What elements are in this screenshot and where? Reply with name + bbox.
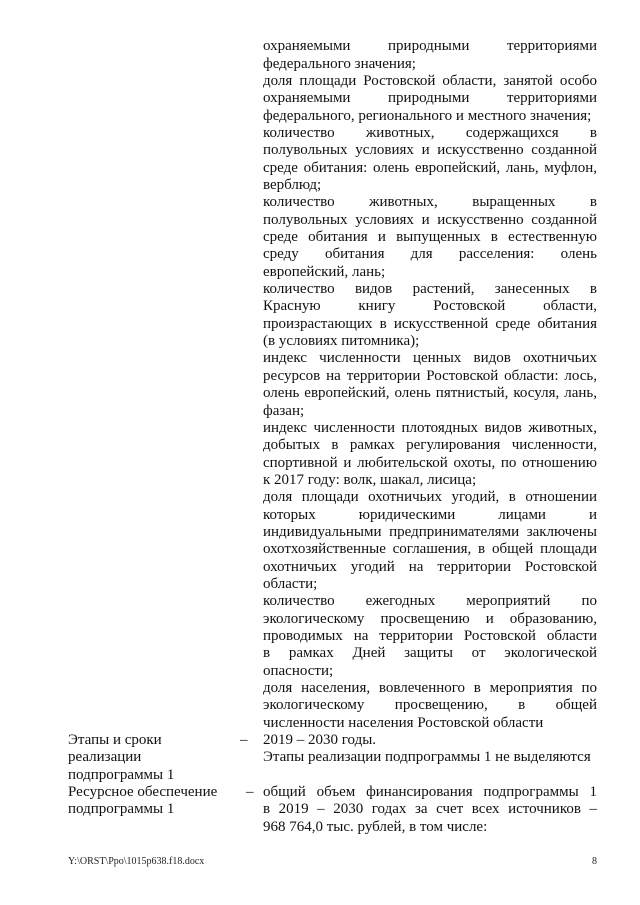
stages-row: [68, 732, 597, 784]
text-line: 2019 – 2030 годы.: [263, 732, 377, 749]
text-line: Этапы реализации подпрограммы 1 не выделяются: [263, 749, 591, 766]
text-line: спортивной и любительской охоты, по отношению: [263, 454, 597, 471]
text-line: экологическому просвещению, в общей: [263, 697, 597, 714]
resources-dash: –: [246, 784, 254, 801]
page-number: 8: [592, 856, 597, 867]
stages-label: [68, 732, 240, 784]
indicator-paragraph: [263, 420, 597, 489]
label-line: Этапы и сроки: [68, 732, 162, 749]
stages-dash: –: [240, 732, 248, 749]
label-line: подпрограммы 1: [68, 801, 175, 818]
resources-row: [68, 784, 597, 836]
resources-content: [263, 784, 597, 836]
text-line: охотничьих угодий на территории Ростовской: [263, 558, 597, 575]
text-line: (в условиях питомника);: [263, 333, 420, 350]
text-line: фазан;: [263, 402, 305, 419]
text-line: европейский, лань;: [263, 263, 386, 280]
text-line: среду обитания для расселения: олень: [263, 246, 597, 263]
text-line: среде обитания: олень европейский, лань, муфлон,: [263, 159, 597, 176]
indicator-paragraph: [263, 194, 597, 281]
text-line: количество животных, выращенных в: [263, 194, 597, 211]
text-line: полувольных условиях и искусственно созданной: [263, 142, 597, 159]
text-line: количество видов растений, занесенных в: [263, 281, 597, 298]
indicator-paragraph: [263, 593, 597, 680]
label-line: Ресурсное обеспечение: [68, 784, 218, 801]
text-line: проводимых на территории Ростовской области: [263, 627, 597, 644]
text-line: верблюд;: [263, 177, 322, 194]
indicator-paragraph: [263, 73, 597, 125]
indicator-paragraph: [263, 38, 597, 73]
text-line: индивидуальными предпринимателями заключены: [263, 523, 597, 540]
text-line: федерального значения;: [263, 55, 416, 72]
label-line: реализации: [68, 749, 142, 766]
text-line: которых юридическими лицами и: [263, 506, 597, 523]
text-line: индекс численности плотоядных видов животных,: [263, 419, 597, 436]
text-line: в 2019 – 2030 годах за счет всех источников –: [263, 801, 597, 818]
text-line: опасности;: [263, 662, 334, 679]
text-line: среде обитания и выпущенных в естественную: [263, 229, 597, 246]
text-line: доля площади охотничьих угодий, в отношении: [263, 489, 597, 506]
text-line: индекс численности ценных видов охотничьих: [263, 350, 597, 367]
text-line: количество животных, содержащихся в: [263, 125, 597, 142]
page-footer: [68, 856, 597, 868]
text-line: к 2017 году: волк, шакал, лисица;: [263, 471, 477, 488]
footer-file-path: Y:\ORST\Ppo\1015p638.f18.docx: [68, 856, 205, 867]
text-line: произрастающих в искусственной среде обитания: [263, 315, 597, 332]
text-line: полувольных условиях и искусственно созданной: [263, 211, 597, 228]
text-line: области;: [263, 575, 318, 592]
text-line: олень европейский, олень пятнистый, косуля, лань,: [263, 385, 597, 402]
indicator-paragraph: [263, 281, 597, 350]
stages-paragraph: [263, 732, 597, 749]
indicator-paragraph: [263, 680, 597, 732]
document-body: [68, 38, 597, 836]
text-line: ресурсов на территории Ростовской области: лось,: [263, 367, 597, 384]
stages-paragraph: [263, 749, 597, 766]
text-line: 968 764,0 тыс. рублей, в том числе:: [263, 818, 488, 835]
label-line: подпрограммы 1: [68, 766, 175, 783]
text-line: Красную книгу Ростовской области,: [263, 298, 597, 315]
text-line: охотхозяйственные соглашения, в общей площади: [263, 541, 597, 558]
indicators-cell: [263, 38, 597, 732]
text-line: общий объем финансирования подпрограммы 1: [263, 784, 597, 801]
resources-paragraph: [263, 784, 597, 836]
text-line: в рамках Дней защиты от экологической: [263, 645, 597, 662]
indicator-paragraph: [263, 125, 597, 194]
text-line: доля населения, вовлеченного в мероприятия по: [263, 680, 597, 697]
stages-content: [263, 732, 597, 784]
text-line: охраняемыми природными территориями: [263, 38, 597, 55]
resources-label: [68, 784, 240, 836]
indicator-paragraph: [263, 350, 597, 419]
text-line: добытых в рамках регулирования численности,: [263, 437, 597, 454]
text-line: охраняемыми природными территориями: [263, 90, 597, 107]
text-line: доля площади Ростовской области, занятой особо: [263, 72, 597, 89]
text-line: экологическому просвещению и образованию,: [263, 610, 597, 627]
indicator-paragraph: [263, 489, 597, 593]
text-line: количество ежегодных мероприятий по: [263, 593, 597, 610]
text-line: федерального, регионального и местного значения;: [263, 107, 592, 124]
text-line: численности населения Ростовской области: [263, 714, 544, 731]
